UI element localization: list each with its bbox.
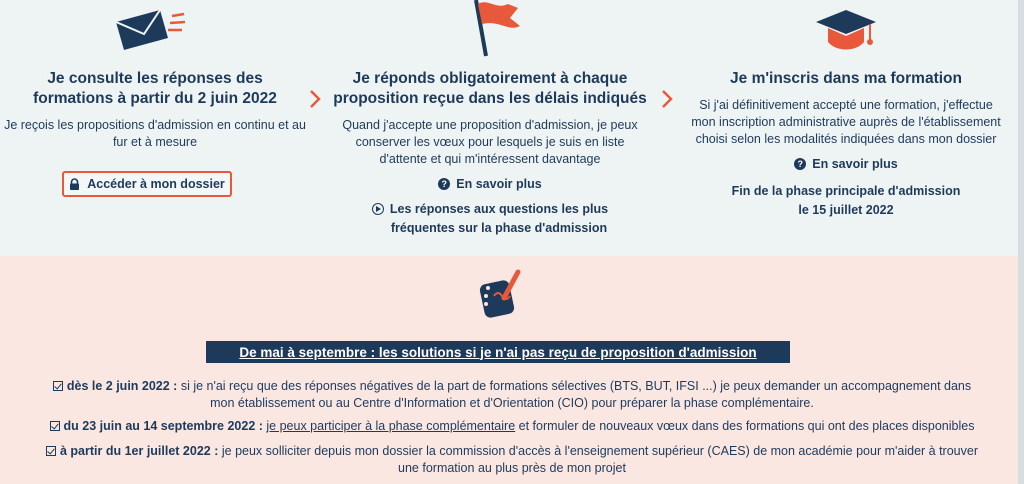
- solution-item: dès le 2 juin 2022 : si je n'ai reçu que des réponses négatives de la part de formations sélectives (BTS, BUT, IFSI ...) je peux demander un accompagnement dans mon établissement ou au Centre d'Information et d'Orientation (CIO) pour préparer la phase complémentaire.: [10, 378, 1014, 412]
- step-description: choisi selon les modalités indiquées dans mon dossier: [695, 132, 997, 146]
- step-title: Je consulte les réponses des: [47, 70, 263, 87]
- step-description: mon inscription administrative auprès de l'établissement: [691, 115, 1001, 129]
- right-scroll-edge: [1018, 0, 1024, 484]
- step-description: d'attente et qui m'intéressent davantage: [379, 152, 601, 166]
- more-info-link[interactable]: ? En savoir plus: [794, 156, 897, 173]
- access-dossier-button[interactable]: [62, 171, 232, 197]
- step-title: proposition reçue dans les délais indiqués: [333, 90, 647, 107]
- step-description: fur et à mesure: [112, 135, 198, 149]
- solution-item: à partir du 1er juillet 2022 : je peux solliciter depuis mon dossier la commission d'accès à l'enseignement supérieur (CAES) de mon académie pour m'aider à trouver une formation au plus près de mon projet: [10, 443, 1014, 477]
- envelope-icon: [110, 8, 186, 50]
- question-icon: ?: [794, 158, 806, 170]
- step-description: Quand j'accepte une proposition d'admission, je peux: [342, 118, 638, 132]
- checkbox-icon: [46, 446, 56, 456]
- play-circle-icon: [372, 203, 384, 215]
- question-icon: ?: [438, 178, 450, 190]
- graduation-cap-icon: [814, 8, 878, 54]
- checkbox-icon: [53, 381, 63, 391]
- end-phase-note: Fin de la phase principale d'admission: [731, 183, 961, 198]
- checkbox-icon: [50, 421, 60, 431]
- chevron-right-icon: [660, 88, 674, 110]
- step-description: Je reçois les propositions d'admission en continu et au: [4, 118, 306, 132]
- step-title: Je réponds obligatoirement à chaque: [352, 70, 628, 87]
- notebook-pencil-icon: [478, 268, 524, 320]
- solutions-banner-link[interactable]: De mai à septembre : les solutions si je n'ai pas reçu de proposition d'admission: [206, 341, 790, 363]
- step-consult: [0, 69, 310, 151]
- access-dossier-label: Accéder à mon dossier: [87, 177, 225, 191]
- step-title: formations à partir du 2 juin 2022: [33, 90, 277, 107]
- more-info-link[interactable]: ? En savoir plus: [438, 176, 541, 193]
- step-description: Si j'ai définitivement accepté une formation, j'effectue: [699, 98, 993, 112]
- lock-icon: [69, 178, 80, 190]
- step-title: Je m'inscris dans ma formation: [730, 70, 962, 87]
- step-respond: [320, 69, 660, 238]
- complementary-phase-link[interactable]: je peux participer à la phase complémentaire: [266, 419, 516, 433]
- end-phase-date: le 15 juillet 2022: [798, 202, 894, 217]
- solution-item: du 23 juin au 14 septembre 2022 : je peux participer à la phase complémentaire et formuler de nouveaux vœux dans des formations qui ont des places disponibles: [10, 418, 1014, 435]
- flag-icon: [470, 0, 526, 58]
- faq-link[interactable]: Les réponses aux questions les plus fréquentes sur la phase d'admission: [372, 200, 608, 238]
- step-enroll: [676, 69, 1016, 220]
- step-description: conserver les vœux pour lesquels je suis en liste: [355, 135, 625, 149]
